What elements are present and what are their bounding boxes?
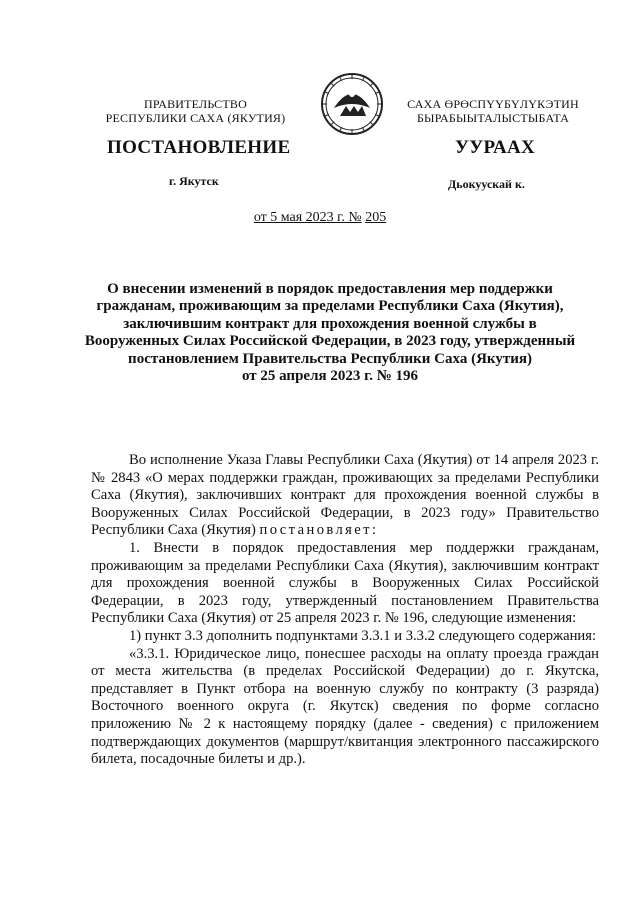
header-right-org-line1: САХА ӨРӨСПҮҮБҮЛҮКЭТИН (407, 97, 579, 111)
document-date-number (0, 210, 640, 226)
header-right-org (378, 97, 608, 125)
city-yakut: Дьокуускай к. (448, 177, 525, 191)
header-left-org-line1: ПРАВИТЕЛЬСТВО (144, 97, 247, 111)
title-line: от 25 апреля 2023 г. № 196 (241, 368, 419, 385)
intro-text: Во исполнение Указа Главы Республики Саха (Якутия) от 14 апреля 2023 г. № 2843 «О мерах поддержки граждан, проживающих за пределами Республики Саха (Якутия), заключивших контракт для прохождения военной службы в Вооруженных Силах Российской Федерации, в 2023 году» Правительство Республики Саха (Якутия) (91, 452, 599, 539)
document-date: от 5 мая 2023 г. № (253, 210, 362, 225)
coat-of-arms-icon (320, 72, 384, 136)
body-paragraph-item1: 1. Внести в порядок предоставления мер поддержки гражданам, проживающим за пределами Республики Саха (Якутия), заключившим контракт для прохождения военной службы в Вооруженных Силах Российской Федерации, в 2023 году, утвержденный постановлением Правительства Республики Саха (Якутия) от 25 апреля 2023 г. № 196, следующие изменения: (91, 539, 599, 627)
header-right-org-line2: БЫРАБЫЫТАЛЫСТЫБАТА (416, 111, 570, 125)
title-line: постановлением Правительства Республики Саха (Якутия) (128, 350, 532, 367)
city-russian: г. Якутск (169, 174, 219, 188)
header-left-org-line2: РЕСПУБЛИКИ САХА (ЯКУТИЯ) (105, 111, 286, 125)
header-left-org (88, 97, 303, 125)
body-paragraph-item-331: «3.3.1. Юридическое лицо, понесшее расходы на оплату проезда граждан от места жительства (в пределах Российской Федерации) до г. Якутска, представляет в Пункт отбора на военную службу по контракту (3 разряда) Восточного военного округа (г. Якутск) сведения по форме согласно приложению № 2 к настоящему порядку (далее - сведения) с приложением подтверждающих документов (маршрут/квитанция электронного пассажирского билета, посадочные билеты и др.). (91, 645, 599, 768)
document-number: 205 (365, 210, 387, 225)
body-paragraph-intro (91, 452, 599, 540)
title-line: заключившим контракт для прохождения военной службы в (123, 315, 537, 332)
body-paragraph-item1-1: 1) пункт 3.3 дополнить подпунктами 3.3.1 и 3.3.2 следующего содержания: (129, 627, 596, 644)
document-body (91, 452, 599, 769)
document-title (80, 281, 580, 385)
title-line: О внесении изменений в порядок предоставления мер поддержки (107, 281, 553, 297)
title-line: Вооруженных Силах Российской Федерации, в 2023 году, утвержденный (84, 333, 576, 350)
title-line: гражданам, проживающим за пределами Республики Саха (Якутия), (96, 298, 564, 315)
decree-word: постановляет: (259, 522, 379, 539)
doc-type-russian: ПОСТАНОВЛЕНИЕ (107, 137, 291, 158)
doc-type-yakut: УУРААХ (455, 137, 536, 158)
